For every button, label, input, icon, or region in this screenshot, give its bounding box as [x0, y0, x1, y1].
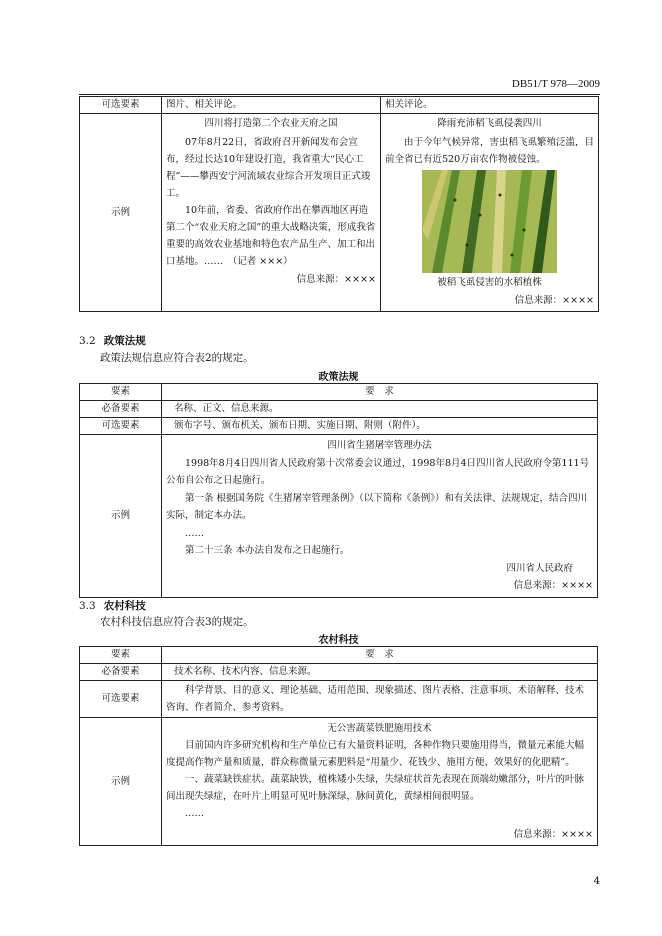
example-left-p2: 10年前，省委、省政府作出在攀西地区再造第二个“农业天府之国”的重大战略决策，形成我省重要的高效农业基地和特色农产品生产、加工和出口基地。…… （记者 ×××）	[166, 205, 376, 267]
table-row	[80, 384, 598, 401]
example-right-p1: 由于今年气候异常，害虫稻飞虱繁殖泛滥，目前全省已有近520万亩农作物被侵蚀。	[385, 137, 595, 165]
example-p2: 第一条 根据国务院《生猪屠宰管理条例》（以下简称《条例》）和有关法律、法规规定，结合四川实际，制定本办法。	[166, 492, 588, 521]
table-row	[80, 718, 598, 846]
policy-table	[79, 383, 598, 598]
rice-plant-photo	[422, 170, 557, 273]
example-right-source: 信息来源：××××	[514, 295, 594, 306]
header-rule	[79, 94, 600, 95]
example-left-p1: 07年8月22日，省政府召开新闻发布会宣布，经过长达10年建设打造，我省重大“民心工程”——攀西安宁河流域农业综合开发项目正式竣工。	[166, 137, 371, 199]
optional-label: 可选要素	[80, 97, 162, 114]
table-row	[80, 681, 598, 718]
table-row	[80, 435, 598, 598]
section-intro: 政策法规信息应符合表2的规定。	[100, 352, 254, 364]
example-right-title: 降雨充沛稻飞虱侵袭四川	[437, 118, 542, 129]
example-content	[162, 435, 598, 598]
required-value: 技术名称、技术内容、信息来源。	[162, 664, 598, 681]
example-signer: 四川省人民政府	[506, 562, 573, 574]
section-heading-3-2	[79, 333, 146, 348]
section-heading-3-3	[79, 598, 146, 613]
required-value: 名称、正文、信息来源。	[162, 401, 598, 418]
section-number: 3.2	[79, 335, 96, 347]
example-source: 信息来源：××××	[513, 580, 593, 591]
header-label: 要素	[80, 384, 162, 401]
example-left-source: 信息来源：××××	[296, 274, 376, 285]
table-row	[80, 418, 598, 435]
table-row	[80, 664, 598, 681]
agri-tech-table	[79, 646, 598, 846]
example-label: 示例	[80, 114, 162, 312]
table-row	[80, 114, 599, 312]
table-row	[80, 97, 599, 114]
example-right	[381, 114, 599, 312]
example-label: 示例	[80, 435, 162, 598]
photo-caption: 被稻飞虱侵害的水稻植株	[437, 277, 542, 288]
table-continued	[79, 96, 599, 312]
table-title: 政策法规	[318, 372, 359, 383]
page-number: 4	[593, 876, 600, 887]
optional-label: 可选要素	[80, 418, 162, 435]
optional-left: 图片、相关评论。	[162, 97, 381, 114]
example-ellipsis: ……	[185, 527, 204, 539]
section-title: 农村科技	[103, 600, 146, 612]
header-value: 要 求	[162, 647, 598, 664]
section-intro: 农村科技信息应符合表3的规定。	[100, 616, 254, 628]
header-label: 要素	[80, 647, 162, 664]
example-p1: 1998年8月4日四川省人民政府第十次常委会议通过，1998年8月4日四川省人民政府令第111号公布自公布之日起施行。	[166, 457, 590, 486]
required-label: 必备要素	[80, 401, 162, 418]
example-source: 信息来源：××××	[513, 829, 593, 840]
optional-right: 相关评论。	[381, 97, 599, 114]
rice-leaves-image	[422, 170, 557, 273]
section-number: 3.3	[79, 600, 96, 612]
example-left-title: 四川将打造第二个农业天府之国	[204, 118, 338, 129]
header-value: 要 求	[162, 384, 598, 401]
example-label: 示例	[80, 718, 162, 846]
section-title: 政策法规	[103, 335, 146, 347]
optional-value: 颁布字号、颁布机关、颁布日期、实施日期、附则（附件）。	[162, 418, 598, 435]
table-title: 农村科技	[318, 635, 359, 646]
example-p4: 第二十三条 本办法自发布之日起施行。	[185, 545, 350, 556]
example-title: 四川省生猪屠宰管理办法	[327, 440, 432, 451]
optional-label: 可选要素	[80, 681, 162, 718]
example-p2: 一、蔬菜缺铁症状。蔬菜缺铁，植株矮小失绿，失绿症状首先表现在顶端幼嫩部分，叶片的叶脉间出现失绿症，在叶片上明显可见叶脉深绿，脉间黄化，黄绿相间很明显。	[166, 774, 585, 802]
example-p1: 目前国内许多研究机构和生产单位已有大量资料证明，各种作物只要施用得当，微量元素能大幅度提高作物产量和质量，群众称微量元素肥料是“用量少、花钱少、施用方便、效果好的化肥精”。	[166, 740, 585, 768]
example-left	[162, 114, 381, 312]
example-title: 无公害蔬菜铁肥施用技术	[327, 723, 432, 734]
example-content	[162, 718, 598, 846]
doc-code: DB51/T 978—2009	[511, 78, 600, 90]
table-row	[80, 401, 598, 418]
example-ellipsis: ……	[185, 808, 204, 819]
table-row	[80, 647, 598, 664]
required-label: 必备要素	[80, 664, 162, 681]
optional-value: 科学背景、目的意义、理论基础、适用范围、现象描述、图片表格、注意事项、术语解释、技术咨询、作者简介、参考资料。	[162, 681, 598, 718]
